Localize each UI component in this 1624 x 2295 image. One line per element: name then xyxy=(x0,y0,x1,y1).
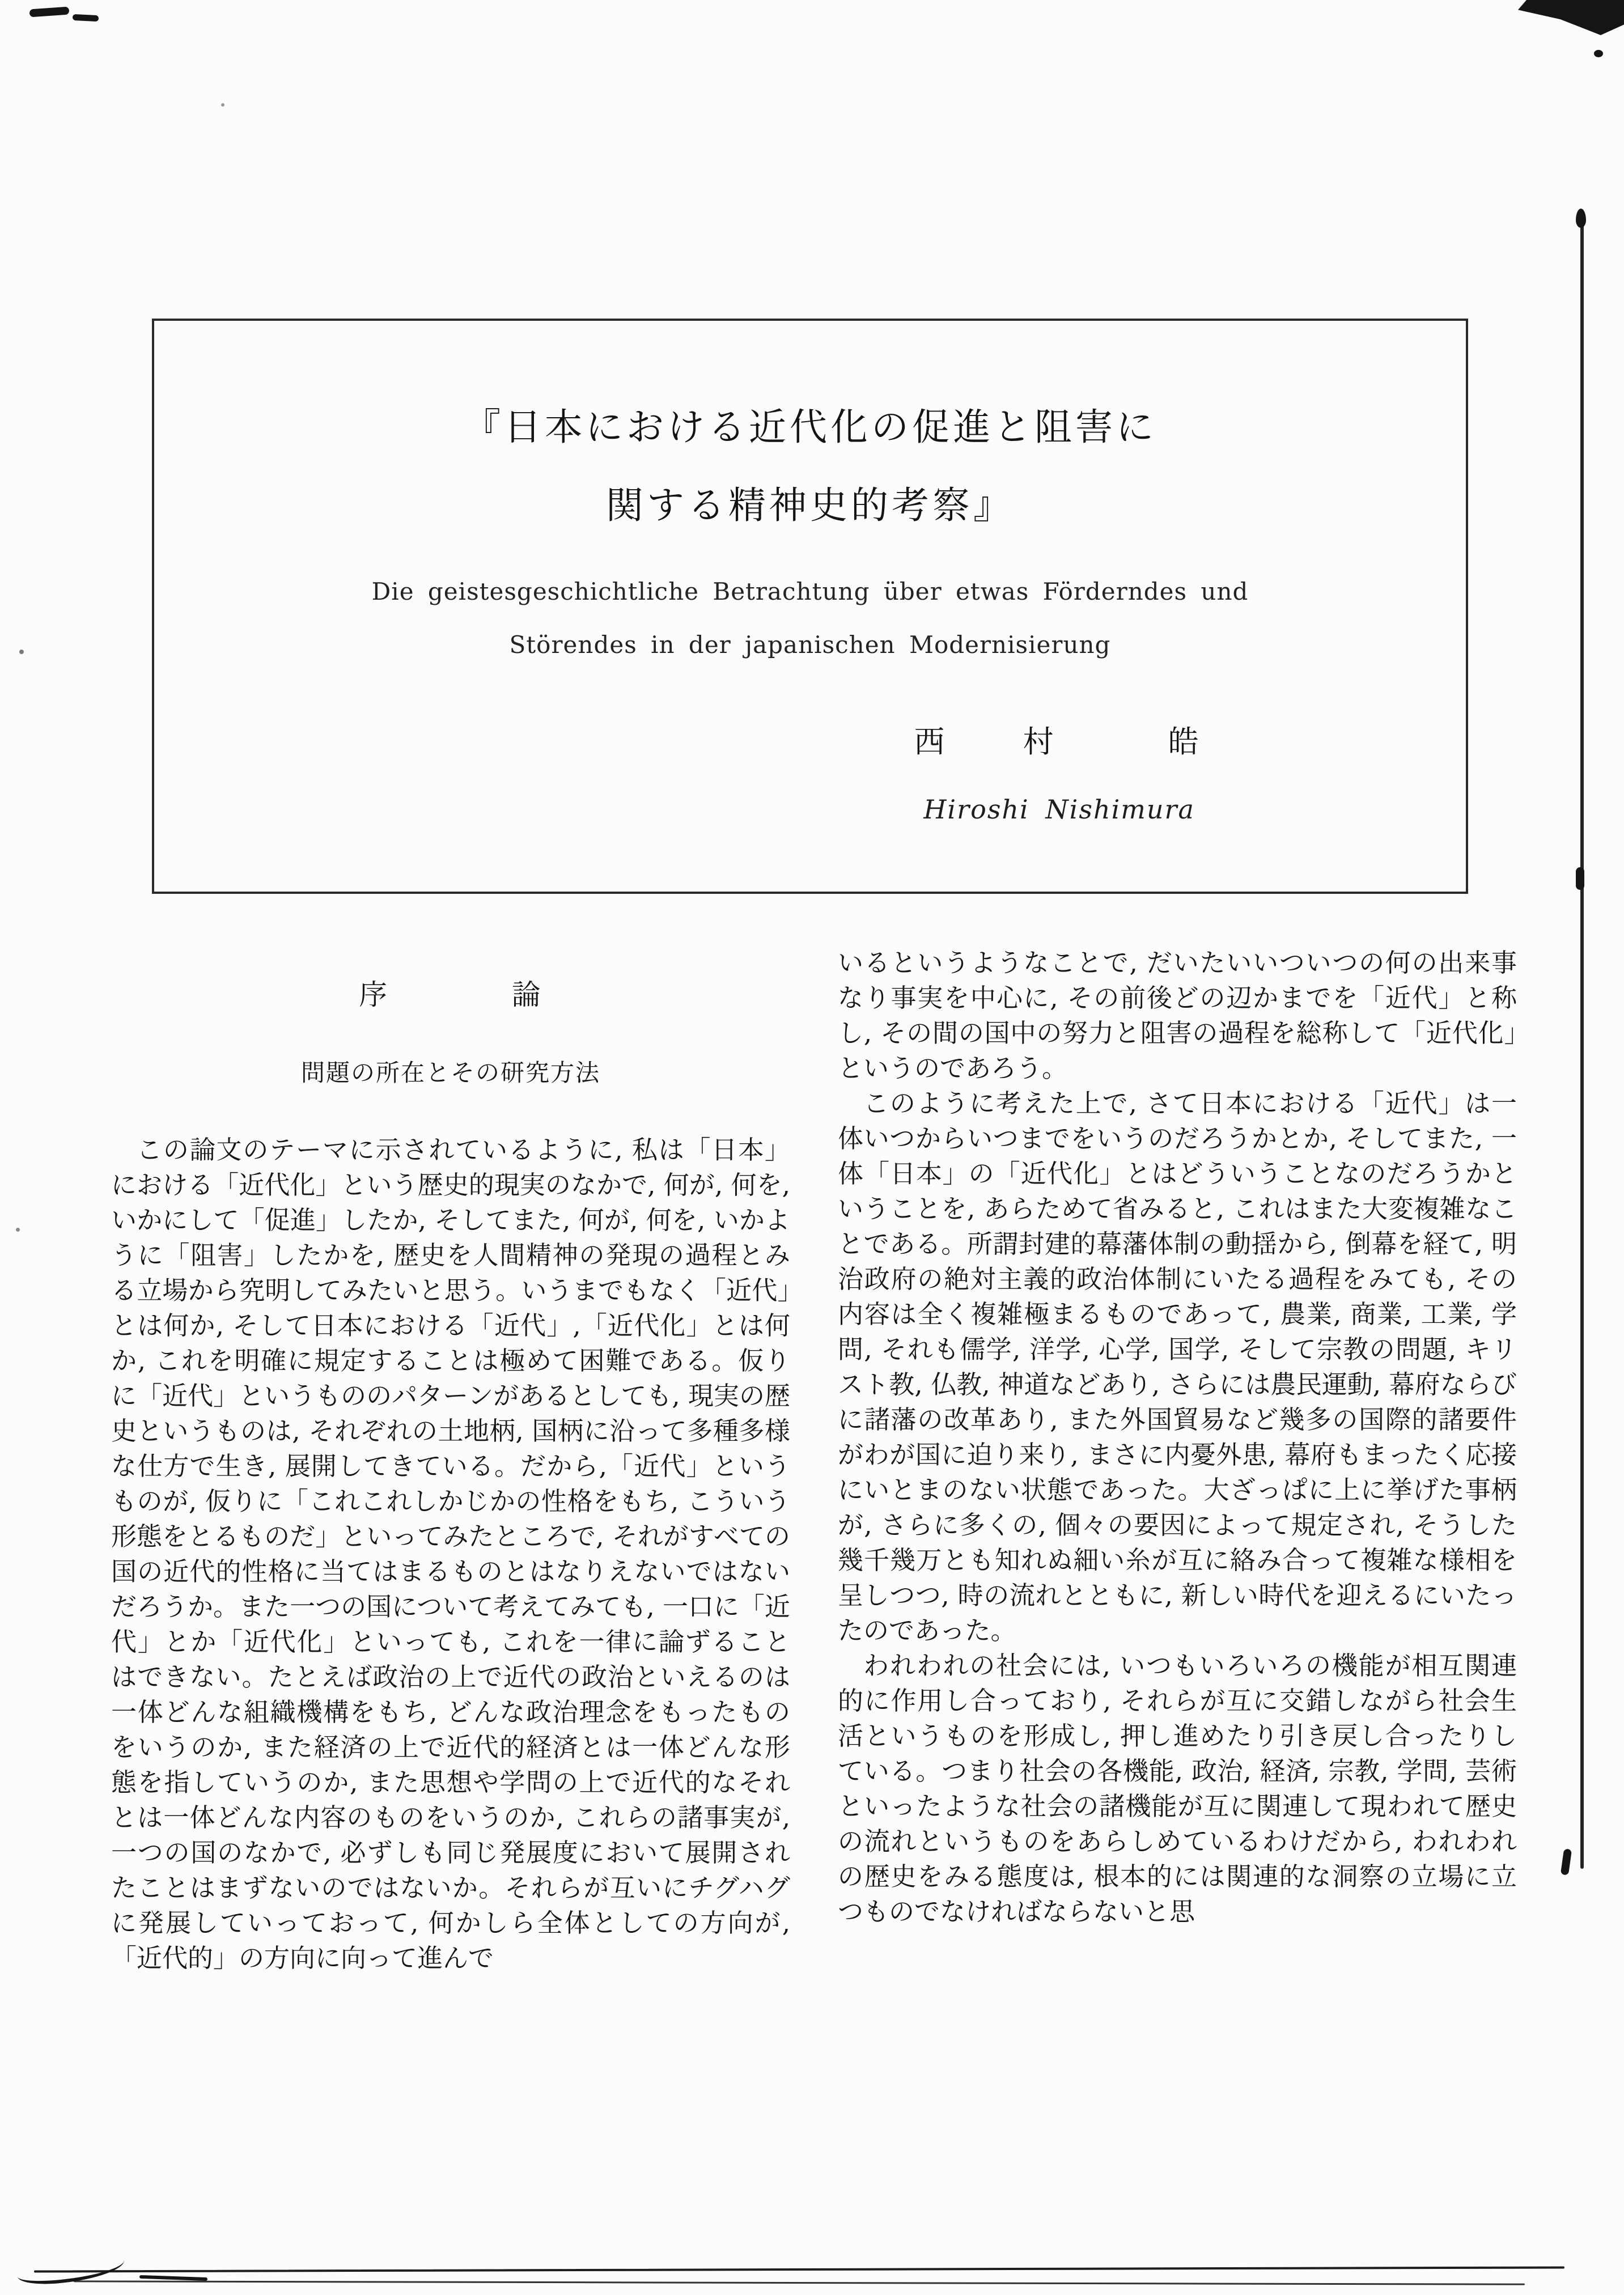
section-subtitle: 問題の所在とその研究方法 xyxy=(300,1059,600,1087)
section-title: 序 論 xyxy=(359,978,542,1011)
scan-speck-1 xyxy=(19,650,24,654)
paper-title-ja-line1: 『日本における近代化の促進と阻害に xyxy=(463,405,1157,449)
ink-mark-top-left-2 xyxy=(73,14,99,22)
scan-speck-2 xyxy=(16,1228,20,1232)
scan-speck-3 xyxy=(221,103,224,107)
binding-mark-bottom xyxy=(1561,1848,1572,1876)
binding-mark-top xyxy=(1576,209,1586,228)
paper-subtitle-de-line2: Störendes in der japanischen Modernisierung xyxy=(509,631,1111,659)
binding-shadow-line xyxy=(1580,211,1584,1869)
author-name-ja: 西 村 皓 xyxy=(914,724,1205,760)
scan-bottom-edge-line-1 xyxy=(34,2266,1564,2272)
paragraph-right-continuation: いるというようなことで, だいたいいついつの何の出来事なり事実を中心に, その前後どの辺かまでを「近代」と称し, その間の国中の努力と阻害の過程を総称して「近代化」というのであろう。 xyxy=(838,948,1517,1083)
author-name-en: Hiroshi Nishimura xyxy=(923,794,1195,825)
scan-bottom-dash xyxy=(139,2275,207,2281)
scan-bottom-edge-line-2 xyxy=(74,2280,1525,2285)
paragraph-right-2: このように考えた上で, さて日本における「近代」は一体いつからいつまでをいうのだろうかとか, そしてまた, 一体「日本」の「近代化」とはどういうことなのだろうかということを, あらためて省みると, これはまた大変複雑なことである。所謂封建的幕藩体制の動揺から, 倒幕を経て, 明治政府の絶対主義的政治体制にいたる過程をみても, その内容は全く複雑極まるものであって, 農業, 商業, 工業, 学問, それも儒学, 洋学, 心学, 国学, そして宗教の問題, キリスト教, 仏教, 神道などあり, さらには農民運動, 幕府ならびに諸藩の改革あり, また外国貿易など幾多の国際的諸要件がわが国に迫り来り, まさに内憂外患, 幕府もまったく応接にいとまのない状態であった。大ざっぱに上に挙げた事柄が, さらに多くの, 個々の要因によって規定され, そうした幾千幾万とも知れぬ細い糸が互に絡み合って複雑な様相を呈しつつ, 時の流れとともに, 新しい時代を迎えるにいたったのであった。 xyxy=(838,1088,1517,1645)
paragraph-left-1: この論文のテーマに示されているように, 私は「日本」における「近代化」という歴史的現実のなかで, 何が, 何を, いかにして「促進」したか, そしてまた, 何が, 何を, いかように「阻害」したかを, 歴史を人間精神の発現の過程とみる立場から究明してみたいと思う。いうまでもなく「近代」とは何か, そして日本における「近代」,「近代化」とは何か, これを明確に規定することは極めて困難である。仮りに「近代」というもののパターンがあるとしても, 現実の歴史というものは, それぞれの土地柄, 国柄に沿って多種多様な仕方で生き, 展開してきている。だから,「近代」というものが, 仮りに「これこれしかじかの性格をもち, こういう形態をとるものだ」といってみたところで, それがすべての国の近代的性格に当てはまるものとはなりえないではないだろうか。また一つの国について考えてみても, 一口に「近代」とか「近代化」といっても, これを一律に論ずることはできない。たとえば政治の上で近代の政治といえるのは一体どんな組織機構をもち, どんな政治理念をもったものをいうのか, また経済の上で近代的経済とは一体どんな形態を指していうのか, また思想や学問の上で近代的なそれとは一体どんな内容のものをいうのか, これらの諸事実が, 一つの国のなかで, 必ずしも同じ発展度において展開されたことはまずないのではないか。それらが互いにチグハグに発展していっておって, 何かしら全体としての方向が,「近代的」の方向に向って進んで xyxy=(111,1135,790,1973)
paragraph-right-3: われわれの社会には, いつもいろいろの機能が相互関連的に作用し合っており, それらが互に交錯しながら社会生活というものを形成し, 押し進めたり引き戻し合ったりしている。つまり社会の各機能, 政治, 経済, 宗教, 学問, 芸術といったような社会の諸機能が互に関連して現われて歴史の流れというものをあらしめているわけだから, われわれの歴史をみる態度は, 根本的には関連的な洞察の立場に立つものでなければならないと思 xyxy=(838,1651,1517,1927)
author-block xyxy=(836,718,1282,825)
paper-title-ja-line2: 関する精神史的考察』 xyxy=(606,483,1014,527)
body-column-right xyxy=(838,945,1517,1929)
ink-blot-top-right xyxy=(1518,0,1624,35)
paper-subtitle-de-line1: Die geistesgeschichtliche Betrachtung über etwas Förderndes und xyxy=(371,578,1249,605)
ink-dot-top-right xyxy=(1594,50,1603,57)
ink-mark-top-left-1 xyxy=(29,7,70,18)
title-box xyxy=(152,319,1468,894)
body-column-left xyxy=(111,945,790,1976)
binding-mark-middle xyxy=(1576,867,1584,890)
